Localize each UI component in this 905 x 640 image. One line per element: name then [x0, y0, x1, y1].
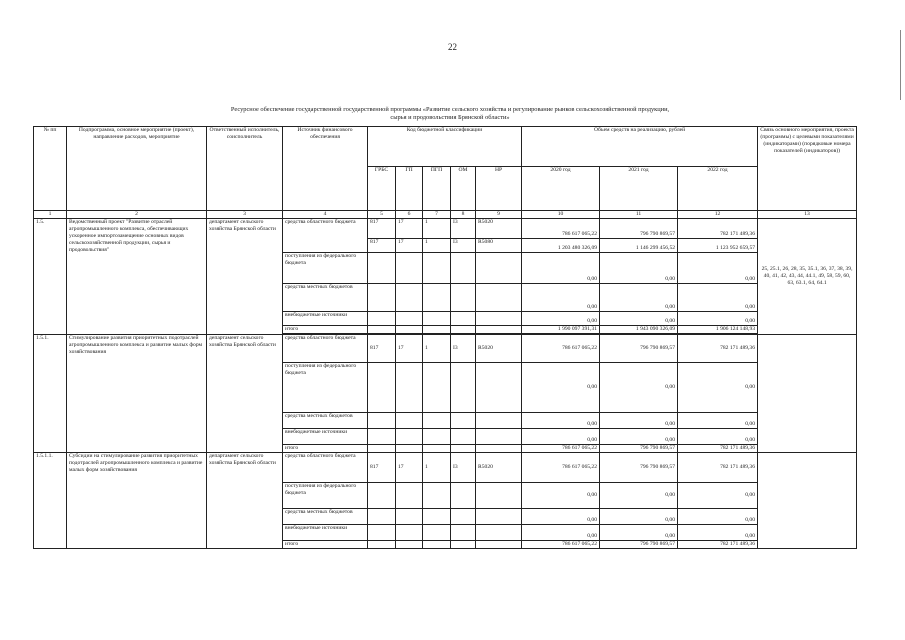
col-number: 11: [600, 211, 678, 219]
source-label-total: итого: [283, 541, 368, 549]
source-label: средства областного бюджета: [283, 219, 368, 253]
total-2022: 1 906 124 148,93: [678, 326, 758, 334]
code-nr: R5020: [476, 335, 522, 363]
amount-2021: 0,00: [600, 429, 678, 445]
col-number: 1: [34, 211, 67, 219]
code-om: I3: [451, 219, 476, 239]
col-number: 3: [207, 211, 283, 219]
total-2022: 782 171 489,36: [678, 445, 758, 453]
col-number: 9: [476, 211, 522, 219]
row-number: 1.5.: [34, 219, 67, 335]
header-2022: 2022 год: [678, 167, 758, 211]
header-gp: ГП: [396, 167, 423, 211]
amount-2021: 0,00: [600, 483, 678, 509]
header-num: № пп: [34, 127, 67, 211]
executor-name: департамент сельского хозяйства Брянской области: [207, 219, 283, 335]
source-label: средства областного бюджета: [283, 335, 368, 363]
indicator-links-empty: [758, 453, 857, 549]
header-pgp: ПГП: [423, 167, 451, 211]
page-number: 22: [448, 42, 457, 52]
col-number: 6: [396, 211, 423, 219]
code-grbs: 817: [368, 239, 396, 253]
source-label: средства местных бюджетов: [283, 413, 368, 429]
header-nr: НР: [476, 167, 522, 211]
indicator-links: 25, 25.1, 26, 28, 35, 35.1, 36, 37, 38, 39, 40, 41, 42, 43, 44, 44.1, 49, 58, 59, 60, 63, 63.1, 64, 64.1: [758, 219, 857, 335]
code-nr: R5020: [476, 453, 522, 483]
amount-2022: 0,00: [678, 525, 758, 541]
amount-2020: 0,00: [522, 363, 600, 413]
amount-2022: 782 171 489,36: [678, 453, 758, 483]
total-2020: 1 990 097 391,31: [522, 326, 600, 334]
amount-2021: 0,00: [600, 253, 678, 284]
amount-2020: 0,00: [522, 284, 600, 312]
column-number-row: [34, 211, 857, 219]
amount-2022: 0,00: [678, 253, 758, 284]
amount-2021: 0,00: [600, 413, 678, 429]
col-number: 8: [451, 211, 476, 219]
source-label: внебюджетные источники: [283, 429, 368, 445]
col-number: 10: [522, 211, 600, 219]
measure-name: Ведомственный проект "Развитие отраслей агропромышленного комплекса, обеспечивающих ускоренное импортозамещение основных видов сельскохозяйственной продукции, сырья и продовольствия": [67, 219, 207, 335]
col-number: 5: [368, 211, 396, 219]
amount-2021: 0,00: [600, 363, 678, 413]
amount-2022: 782 171 489,36: [678, 219, 758, 239]
source-label: внебюджетные источники: [283, 525, 368, 541]
table-row: [34, 335, 857, 363]
source-label: поступления из федерального бюджета: [283, 483, 368, 509]
col-number: 7: [423, 211, 451, 219]
header-2020: 2020 год: [522, 167, 600, 211]
amount-2020: 0,00: [522, 253, 600, 284]
total-2021: 1 943 090 326,09: [600, 326, 678, 334]
code-pgp: 1: [423, 335, 451, 363]
source-label: поступления из федерального бюджета: [283, 363, 368, 413]
amount-2021: 796 790 869,57: [600, 335, 678, 363]
amount-2021: 796 790 869,57: [600, 453, 678, 483]
amount-2020: 0,00: [522, 509, 600, 525]
col-number: 4: [283, 211, 368, 219]
source-label-total: итого: [283, 445, 368, 453]
amount-2022: 0,00: [678, 284, 758, 312]
header-link: Связь основного мероприятия, проекта (программы) с целевыми показателями (индикаторами) (порядковые номера показателей (индикаторов)): [758, 127, 857, 211]
row-number: 1.5.1.1.: [34, 453, 67, 549]
amount-2022: 782 171 489,36: [678, 335, 758, 363]
amount-2021: 1 146 299 456,52: [600, 239, 678, 253]
total-2021: 796 790 869,57: [600, 541, 678, 549]
amount-2022: 0,00: [678, 483, 758, 509]
amount-2020: 0,00: [522, 429, 600, 445]
amount-2021: 0,00: [600, 284, 678, 312]
amount-2022: 0,00: [678, 413, 758, 429]
header-2021: 2021 год: [600, 167, 678, 211]
header-budget-code: Код бюджетной классификации: [368, 127, 522, 167]
code-gp: 17: [396, 219, 423, 239]
code-om: I3: [451, 239, 476, 253]
document-title: [120, 106, 780, 122]
total-2020: 786 617 065,22: [522, 541, 600, 549]
code-gp: 17: [396, 453, 423, 483]
code-pgp: 1: [423, 219, 451, 239]
header-subprogram: Подпрограмма, основное мероприятие (проект), направление расходов, мероприятие: [67, 127, 207, 211]
amount-2022: 1 123 952 659,57: [678, 239, 758, 253]
amount-2022: 0,00: [678, 312, 758, 326]
header-volume: Объем средств на реализацию, рублей: [522, 127, 758, 167]
amount-2022: 0,00: [678, 509, 758, 525]
amount-2020: 0,00: [522, 312, 600, 326]
code-grbs: 817: [368, 453, 396, 483]
measure-name: Субсидии на стимулирование развития приоритетных подотраслей агропромышленного комплекса и развитие малых форм хозяйствования: [67, 453, 207, 549]
code-om: I3: [451, 453, 476, 483]
amount-2021: 0,00: [600, 312, 678, 326]
header-source: Источник финансового обеспечения: [283, 127, 368, 211]
amount-2020: 0,00: [522, 413, 600, 429]
amount-2020: 786 617 065,22: [522, 219, 600, 239]
title-line-2: сырья и продовольствия Брянской области»: [390, 114, 510, 121]
header-grbs: ГРБС: [368, 167, 396, 211]
total-2022: 782 171 489,36: [678, 541, 758, 549]
source-label-total: итого: [283, 326, 368, 334]
scan-edge-mark: [900, 30, 901, 100]
amount-2020: 786 617 065,22: [522, 335, 600, 363]
code-nr: R5080: [476, 239, 522, 253]
resource-table: [33, 126, 857, 549]
code-nr: R5020: [476, 219, 522, 239]
header-executor: Ответственный исполнитель, соисполнитель: [207, 127, 283, 211]
code-gp: 17: [396, 335, 423, 363]
amount-2021: 0,00: [600, 525, 678, 541]
amount-2020: 0,00: [522, 483, 600, 509]
total-2021: 796 790 869,57: [600, 445, 678, 453]
total-2020: 786 617 065,22: [522, 445, 600, 453]
source-label: внебюджетные источники: [283, 312, 368, 326]
source-label: средства областного бюджета: [283, 453, 368, 483]
source-label: средства местных бюджетов: [283, 509, 368, 525]
header-row-1: [34, 127, 857, 167]
table-row: [34, 453, 857, 483]
col-number: 2: [67, 211, 207, 219]
code-grbs: 817: [368, 219, 396, 239]
col-number: 13: [758, 211, 857, 219]
amount-2020: 0,00: [522, 525, 600, 541]
amount-2020: 786 617 065,22: [522, 453, 600, 483]
amount-2022: 0,00: [678, 429, 758, 445]
measure-name: Стимулирование развития приоритетных подотраслей агропромышленного комплекса и развитие малых форм хозяйствования: [67, 335, 207, 453]
source-label: поступления из федерального бюджета: [283, 253, 368, 284]
amount-2022: 0,00: [678, 363, 758, 413]
header-om: ОМ: [451, 167, 476, 211]
code-pgp: 1: [423, 453, 451, 483]
col-number: 12: [678, 211, 758, 219]
executor-name: департамент сельского хозяйства Брянской области: [207, 335, 283, 453]
executor-name: департамент сельского хозяйства Брянской области: [207, 453, 283, 549]
row-number: 1.5.1.: [34, 335, 67, 453]
code-grbs: 817: [368, 335, 396, 363]
amount-2021: 796 790 869,57: [600, 219, 678, 239]
code-om: I3: [451, 335, 476, 363]
amount-2021: 0,00: [600, 509, 678, 525]
table-row: [34, 219, 857, 239]
indicator-links-empty: [758, 335, 857, 453]
amount-2020: 1 203 480 326,09: [522, 239, 600, 253]
source-label: средства местных бюджетов: [283, 284, 368, 312]
code-gp: 17: [396, 239, 423, 253]
title-line-1: Ресурсное обеспечение государственной государственной программы «Развитие сельского хозяйства и регулирование рынков сельскохозяйственной продукции,: [230, 106, 670, 113]
code-pgp: 1: [423, 239, 451, 253]
